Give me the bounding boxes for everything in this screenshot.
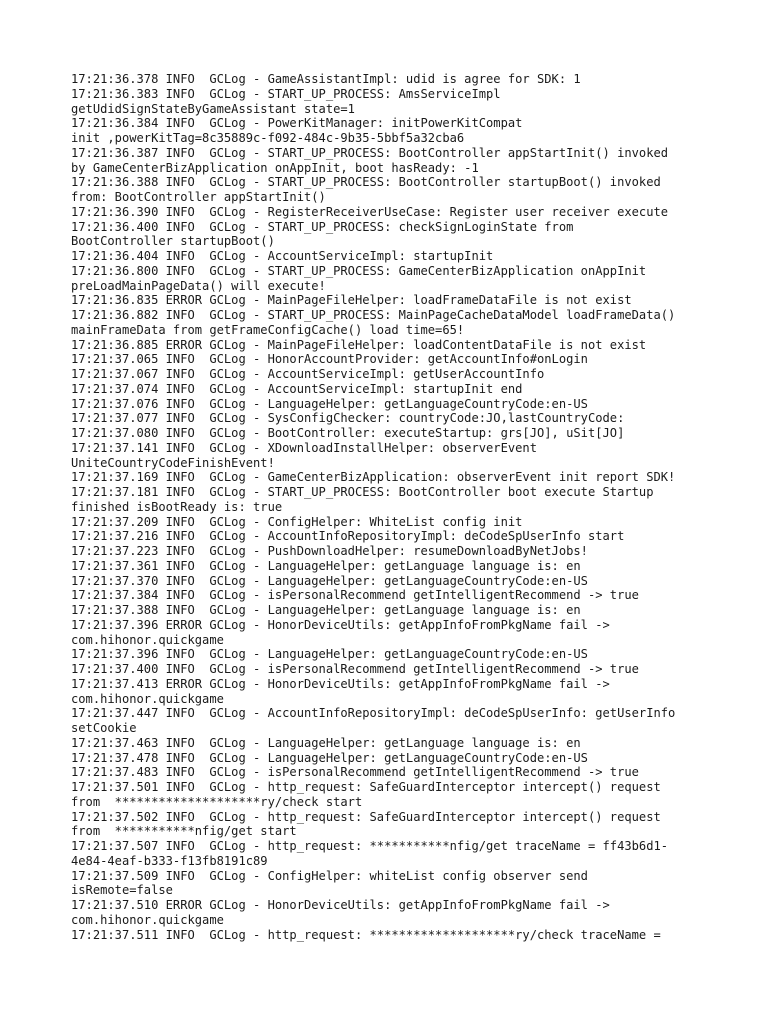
log-line: from ********************ry/check start: [71, 794, 363, 809]
log-line: 17:21:36.835 ERROR GCLog - MainPageFileHelper: loadFrameDataFile is not exist: [71, 293, 632, 308]
log-line: 17:21:36.387 INFO GCLog - START_UP_PROCESS: BootController appStartInit() invoked: [71, 145, 669, 160]
log-line: 17:21:37.388 INFO GCLog - LanguageHelper: getLanguage language is: en: [71, 603, 581, 617]
log-line: 17:21:36.800 INFO GCLog - START_UP_PROCESS: GameCenterBizApplication onAppInit: [71, 263, 647, 278]
log-line: 17:21:37.169 INFO GCLog - GameCenterBizApplication: observerEvent init report SDK!: [71, 470, 676, 485]
log-line: from ***********nfig/get start: [71, 824, 297, 839]
log-line: 17:21:37.223 INFO GCLog - PushDownloadHelper: resumeDownloadByNetJobs!: [71, 544, 588, 558]
log-line: 17:21:37.065 INFO GCLog - HonorAccountProvider: getAccountInfo#onLogin: [71, 352, 588, 367]
log-line: isRemote=false: [71, 883, 173, 898]
log-line: finished isBootReady is: true: [71, 499, 283, 514]
log-line: com.hihonor.quickgame: [71, 632, 224, 647]
log-line: BootController startupBoot(): [71, 234, 275, 249]
log-line: 17:21:37.478 INFO GCLog - LanguageHelper: getLanguageCountryCode:en-US: [71, 750, 588, 765]
log-line: 17:21:37.361 INFO GCLog - LanguageHelper: getLanguage language is: en: [71, 558, 581, 573]
log-line: 17:21:36.390 INFO GCLog - RegisterReceiverUseCase: Register user receiver execute: [71, 204, 669, 219]
log-text: [71, 72, 711, 942]
log-line: 17:21:37.074 INFO GCLog - AccountServiceImpl: startupInit end: [71, 381, 523, 396]
log-line: from: BootController appStartInit(): [71, 190, 326, 204]
log-line: getUdidSignStateByGameAssistant state=1: [71, 101, 355, 116]
log-line: 17:21:37.510 ERROR GCLog - HonorDeviceUtils: getAppInfoFromPkgName fail ->: [71, 898, 610, 912]
log-line: 17:21:37.076 INFO GCLog - LanguageHelper: getLanguageCountryCode:en-US: [71, 396, 588, 411]
log-line: 17:21:36.885 ERROR GCLog - MainPageFileHelper: loadContentDataFile is not exist: [71, 337, 647, 352]
log-line: 17:21:37.509 INFO GCLog - ConfigHelper: whiteList config observer send: [71, 868, 588, 883]
log-line: 17:21:37.067 INFO GCLog - AccountServiceImpl: getUserAccountInfo: [71, 367, 545, 381]
log-line: 17:21:37.181 INFO GCLog - START_UP_PROCESS: BootController boot execute Startup: [71, 485, 654, 499]
log-line: 17:21:37.483 INFO GCLog - isPersonalRecommend getIntelligentRecommend -> true: [71, 765, 639, 780]
log-line: UniteCountryCodeFinishEvent!: [71, 455, 275, 470]
log-line: 17:21:37.511 INFO GCLog - http_request: ********************ry/check traceName =: [71, 927, 661, 942]
log-line: 17:21:37.507 INFO GCLog - http_request: ***********nfig/get traceName = ff43b6d1-: [71, 839, 669, 853]
log-line: 17:21:37.077 INFO GCLog - SysConfigChecker: countryCode:JO,lastCountryCode:: [71, 411, 625, 426]
log-line: 17:21:37.384 INFO GCLog - isPersonalRecommend getIntelligentRecommend -> true: [71, 588, 639, 603]
log-line: 17:21:37.400 INFO GCLog - isPersonalRecommend getIntelligentRecommend -> true: [71, 662, 639, 676]
log-line: setCookie: [71, 721, 137, 735]
log-line: 4e84-4eaf-b333-f13fb8191c89: [71, 853, 268, 868]
log-line: preLoadMainPageData() will execute!: [71, 278, 326, 293]
log-line: 17:21:37.447 INFO GCLog - AccountInfoRepositoryImpl: deCodeSpUserInfo: getUserInfo: [71, 706, 676, 721]
log-line: 17:21:37.396 ERROR GCLog - HonorDeviceUtils: getAppInfoFromPkgName fail ->: [71, 617, 610, 632]
log-line: 17:21:37.413 ERROR GCLog - HonorDeviceUtils: getAppInfoFromPkgName fail ->: [71, 676, 610, 691]
log-line: 17:21:37.502 INFO GCLog - http_request: SafeGuardInterceptor intercept() request: [71, 809, 661, 824]
log-line: 17:21:36.383 INFO GCLog - START_UP_PROCESS: AmsServiceImpl: [71, 86, 501, 101]
log-line: 17:21:36.378 INFO GCLog - GameAssistantImpl: udid is agree for SDK: 1: [71, 72, 581, 86]
log-line: 17:21:36.388 INFO GCLog - START_UP_PROCESS: BootController startupBoot() invoked: [71, 175, 661, 190]
log-line: 17:21:36.400 INFO GCLog - START_UP_PROCESS: checkSignLoginState from: [71, 219, 574, 234]
log-line: 17:21:36.404 INFO GCLog - AccountServiceImpl: startupInit: [71, 249, 494, 263]
log-line: 17:21:36.384 INFO GCLog - PowerKitManager: initPowerKitCompat: [71, 116, 523, 131]
log-line: 17:21:37.396 INFO GCLog - LanguageHelper: getLanguageCountryCode:en-US: [71, 647, 588, 662]
log-line: com.hihonor.quickgame: [71, 691, 224, 706]
log-line: 17:21:37.501 INFO GCLog - http_request: SafeGuardInterceptor intercept() request: [71, 780, 661, 794]
log-line: 17:21:37.370 INFO GCLog - LanguageHelper: getLanguageCountryCode:en-US: [71, 573, 588, 588]
log-line: init ,powerKitTag=8c35889c-f092-484c-9b35-5bbf5a32cba6: [71, 131, 465, 145]
log-line: by GameCenterBizApplication onAppInit, boot hasReady: -1: [71, 160, 479, 175]
log-line: 17:21:37.209 INFO GCLog - ConfigHelper: WhiteList config init: [71, 514, 523, 529]
log-line: 17:21:36.882 INFO GCLog - START_UP_PROCESS: MainPageCacheDataModel loadFrameData(): [71, 308, 676, 322]
log-line: 17:21:37.141 INFO GCLog - XDownloadInstallHelper: observerEvent: [71, 440, 537, 455]
log-line: 17:21:37.080 INFO GCLog - BootController: executeStartup: grs[JO], uSit[JO]: [71, 426, 625, 440]
log-line: com.hihonor.quickgame: [71, 912, 224, 927]
log-line: mainFrameData from getFrameConfigCache() load time=65!: [71, 322, 465, 337]
log-line: 17:21:37.463 INFO GCLog - LanguageHelper: getLanguage language is: en: [71, 735, 581, 750]
log-line: 17:21:37.216 INFO GCLog - AccountInfoRepositoryImpl: deCodeSpUserInfo start: [71, 529, 625, 544]
